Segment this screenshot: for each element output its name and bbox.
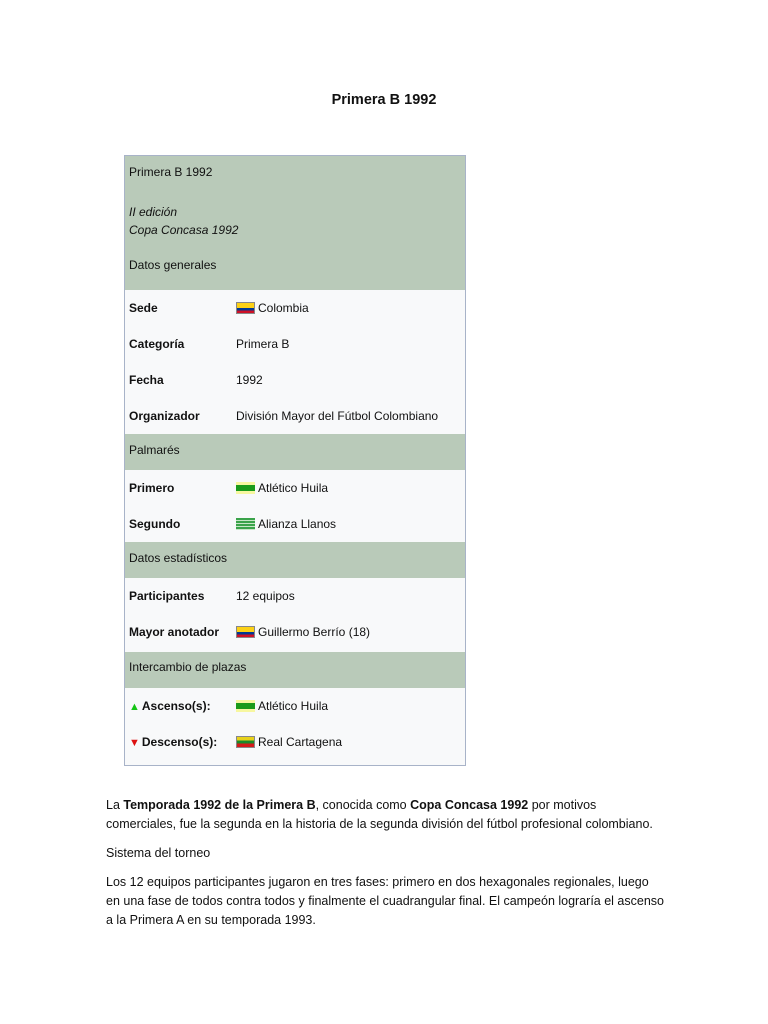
ascenso-label: Ascenso(s):: [141, 699, 211, 713]
system-paragraph: Los 12 equipos participantes jugaron en tres fases: primero en dos hexagonales regionales, luego en una fase de todos contra todos y finalmente el cuadrangular final. El campeón lograría el ascenso a la Primera A en su temporada 1993.: [106, 875, 664, 927]
intro-bold-sponsor: Copa Concasa 1992: [410, 798, 529, 812]
row-participantes: [125, 578, 465, 614]
row-categoria: [125, 326, 465, 362]
row-goleador: [125, 614, 465, 650]
intro-text-a: La: [106, 798, 124, 812]
section-intercambio-plazas: Intercambio de plazas: [125, 652, 465, 688]
participantes-value: 12 equipos: [236, 589, 295, 603]
edition-sponsor-line: Copa Concasa 1992: [129, 223, 239, 237]
flag-colombia-icon: [236, 302, 255, 314]
intro-bold-season: Temporada 1992 de la Primera B: [123, 798, 316, 812]
sede-value[interactable]: Colombia: [258, 301, 309, 315]
descenso-label: Descenso(s):: [141, 735, 218, 749]
segundo-value[interactable]: Alianza Llanos: [258, 517, 337, 531]
intro-paragraph: [106, 796, 666, 834]
flag-colombia-icon: [236, 626, 255, 638]
descenso-label-wrap: [129, 724, 217, 761]
goleador-label: Mayor anotador: [129, 625, 220, 639]
page-title: Primera B 1992: [331, 92, 437, 108]
infobox-header: [125, 156, 465, 290]
flag-alianza-llanos-icon: [236, 518, 255, 530]
flag-atletico-huila-icon: [236, 700, 255, 712]
categoria-value[interactable]: Primera B: [236, 337, 290, 351]
fecha-label: Fecha: [129, 373, 164, 387]
flag-atletico-huila-icon: [236, 482, 255, 494]
row-fecha: [125, 362, 465, 398]
row-primero: [125, 470, 465, 506]
section-subtitle: Sistema del torneo: [106, 846, 211, 860]
up-arrow-icon: ▲: [129, 701, 140, 713]
goleador-value[interactable]: Guillermo Berrío (18): [258, 625, 371, 639]
edition-line: II edición: [129, 205, 178, 219]
categoria-label: Categoría: [129, 337, 185, 351]
flag-real-cartagena-icon: [236, 736, 255, 748]
infobox-edition: [129, 203, 238, 239]
row-sede: [125, 290, 465, 326]
organizador-value[interactable]: División Mayor del Fútbol Colombiano: [236, 409, 439, 423]
row-descenso: [125, 724, 465, 760]
descenso-value[interactable]: Real Cartagena: [258, 735, 343, 749]
ascenso-label-wrap: [129, 688, 211, 725]
participantes-label: Participantes: [129, 589, 205, 603]
down-arrow-icon: ▼: [129, 737, 140, 749]
infobox-title: Primera B 1992: [129, 165, 213, 179]
infobox: [124, 155, 466, 766]
row-ascenso: [125, 688, 465, 724]
section-palmares: Palmarés: [125, 434, 465, 470]
segundo-label: Segundo: [129, 517, 181, 531]
section-datos-generales: Datos generales: [129, 258, 217, 272]
ascenso-value[interactable]: Atlético Huila: [258, 699, 329, 713]
sede-label: Sede: [129, 301, 158, 315]
row-segundo: [125, 506, 465, 542]
row-organizador: [125, 398, 465, 434]
section-datos-estadisticos: Datos estadísticos: [125, 542, 465, 578]
organizador-label: Organizador: [129, 409, 200, 423]
primero-value[interactable]: Atlético Huila: [258, 481, 329, 495]
intro-text-e: por motivos comerciales, fue la segunda en la historia de la segunda división del fútbol profesional colombiano.: [106, 798, 653, 831]
intro-text-c: , conocida como: [315, 798, 411, 812]
fecha-value[interactable]: 1992: [236, 373, 263, 387]
primero-label: Primero: [129, 481, 175, 495]
